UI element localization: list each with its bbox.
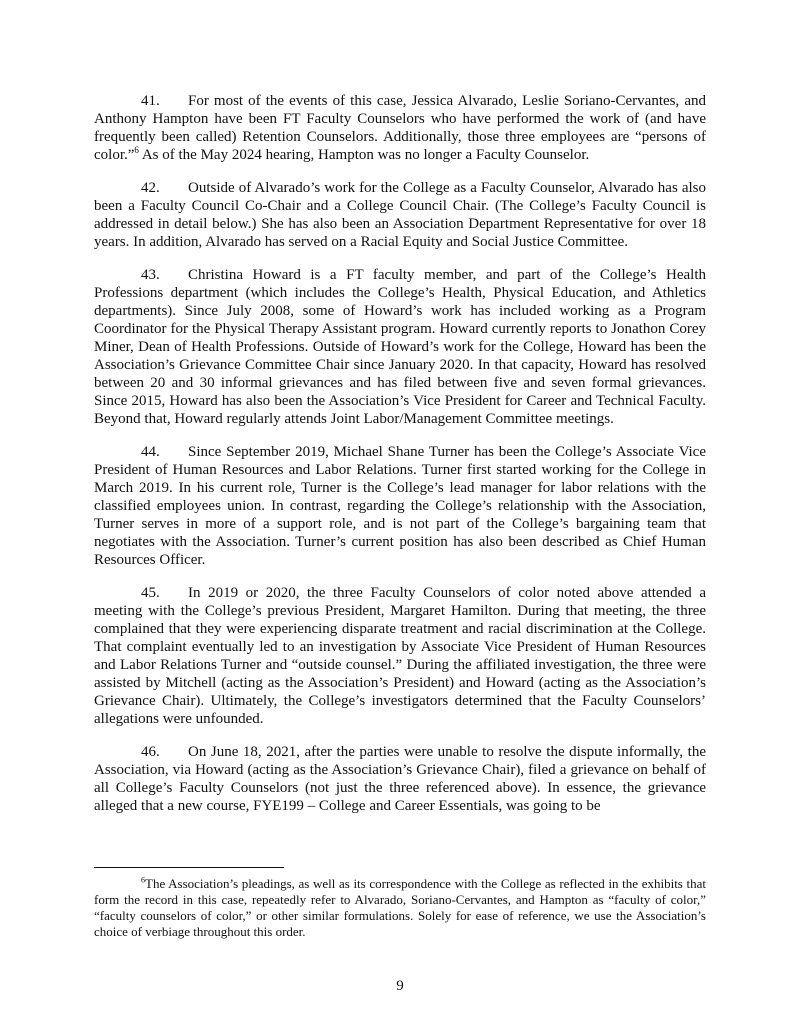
paragraph-46 bbox=[94, 743, 706, 815]
footnote-divider bbox=[94, 867, 284, 868]
paragraph-text: Outside of Alvarado’s work for the College as a Faculty Counselor, Alvarado has also been a Faculty Council Co-Chair and a College Council Chair. (The College’s Faculty Council is addressed in detail below.) She has also been an Association Department Representative for over 18 years. In addition, Alvarado has served on a Racial Equity and Social Justice Committee. bbox=[94, 180, 706, 250]
paragraph-number: 45. bbox=[141, 585, 160, 601]
footnote-reference[interactable]: 6 bbox=[134, 145, 139, 155]
paragraph-41 bbox=[94, 92, 706, 164]
paragraph-44 bbox=[94, 443, 706, 569]
paragraph-45 bbox=[94, 584, 706, 728]
paragraph-number: 46. bbox=[141, 744, 160, 760]
footnote-text: The Association’s pleadings, as well as its correspondence with the College as reflected in the exhibits that form the record in this case, repeatedly refer to Alvarado, Soriano-Cervantes, and Hampton as “faculty of color,” “faculty counselors of color,” or other similar formulations. Solely for ease of reference, we use the Association’s choice of verbiage throughout this order. bbox=[94, 876, 706, 939]
footnote-marker: 6 bbox=[141, 875, 145, 885]
page-number: 9 bbox=[396, 978, 404, 994]
paragraph-text: Christina Howard is a FT faculty member, and part of the College’s Health Professions department (which includes the College’s Health, Physical Education, and Athletics departments). Since July 2008, some of Howard’s work has included working as a Program Coordinator for the Physical Therapy Assistant program. Howard currently reports to Jonathon Corey Miner, Dean of Health Professions. Outside of Howard’s work for the College, Howard has been the Association’s Grievance Committee Chair since January 2020. In that capacity, Howard has resolved between 20 and 30 informal grievances and has filed between five and seven formal grievances. Since 2015, Howard has also been the Association’s Vice President for Career and Technical Faculty. Beyond that, Howard regularly attends Joint Labor/Management Committee meetings. bbox=[94, 267, 706, 427]
paragraph-number: 44. bbox=[141, 444, 160, 460]
paragraph-text: Since September 2019, Michael Shane Turner has been the College’s Associate Vice President of Human Resources and Labor Relations. Turner first started working for the College in March 2019. In his current role, Turner is the College’s lead manager for labor relations with the classified employees union. In contrast, regarding the College’s relationship with the Association, Turner serves in more of a support role, and is not part of the College’s bargaining team that negotiates with the Association. Turner’s current position has also been described as Chief Human Resources Officer. bbox=[94, 444, 706, 568]
body-text bbox=[94, 92, 706, 830]
paragraph-text: In 2019 or 2020, the three Faculty Counselors of color noted above attended a meeting with the College’s previous President, Margaret Hamilton. During that meeting, the three complained that they were experiencing disparate treatment and racial discrimination at the College. That complaint eventually led to an investigation by Associate Vice President of Human Resources and Labor Relations Turner and “outside counsel.” During the affiliated investigation, the three were assisted by Mitchell (acting as the Association’s President) and Howard (acting as the Association’s Grievance Chair). Ultimately, the College’s investigators determined that the Faculty Counselors’ allegations were unfounded. bbox=[94, 585, 706, 727]
paragraph-text-continued: As of the May 2024 hearing, Hampton was no longer a Faculty Counselor. bbox=[138, 147, 590, 163]
paragraph-number: 43. bbox=[141, 267, 160, 283]
paragraph-text: For most of the events of this case, Jessica Alvarado, Leslie Soriano-Cervantes, and Anthony Hampton have been FT Faculty Counselors who have performed the work of (and have frequently been called) Retention Counselors. Additionally, those three employees are “persons of color.” bbox=[94, 93, 706, 163]
paragraph-number: 42. bbox=[141, 180, 160, 196]
paragraph-text: On June 18, 2021, after the parties were unable to resolve the dispute informally, the Association, via Howard (acting as the Association’s Grievance Chair), filed a grievance on behalf of all College’s Faculty Counselors (not just the three referenced above). In essence, the grievance alleged that a new course, FYE199 – College and Career Essentials, was going to be bbox=[94, 744, 706, 814]
paragraph-number: 41. bbox=[141, 93, 160, 109]
paragraph-43 bbox=[94, 266, 706, 428]
footnote bbox=[94, 876, 706, 940]
paragraph-42 bbox=[94, 179, 706, 251]
